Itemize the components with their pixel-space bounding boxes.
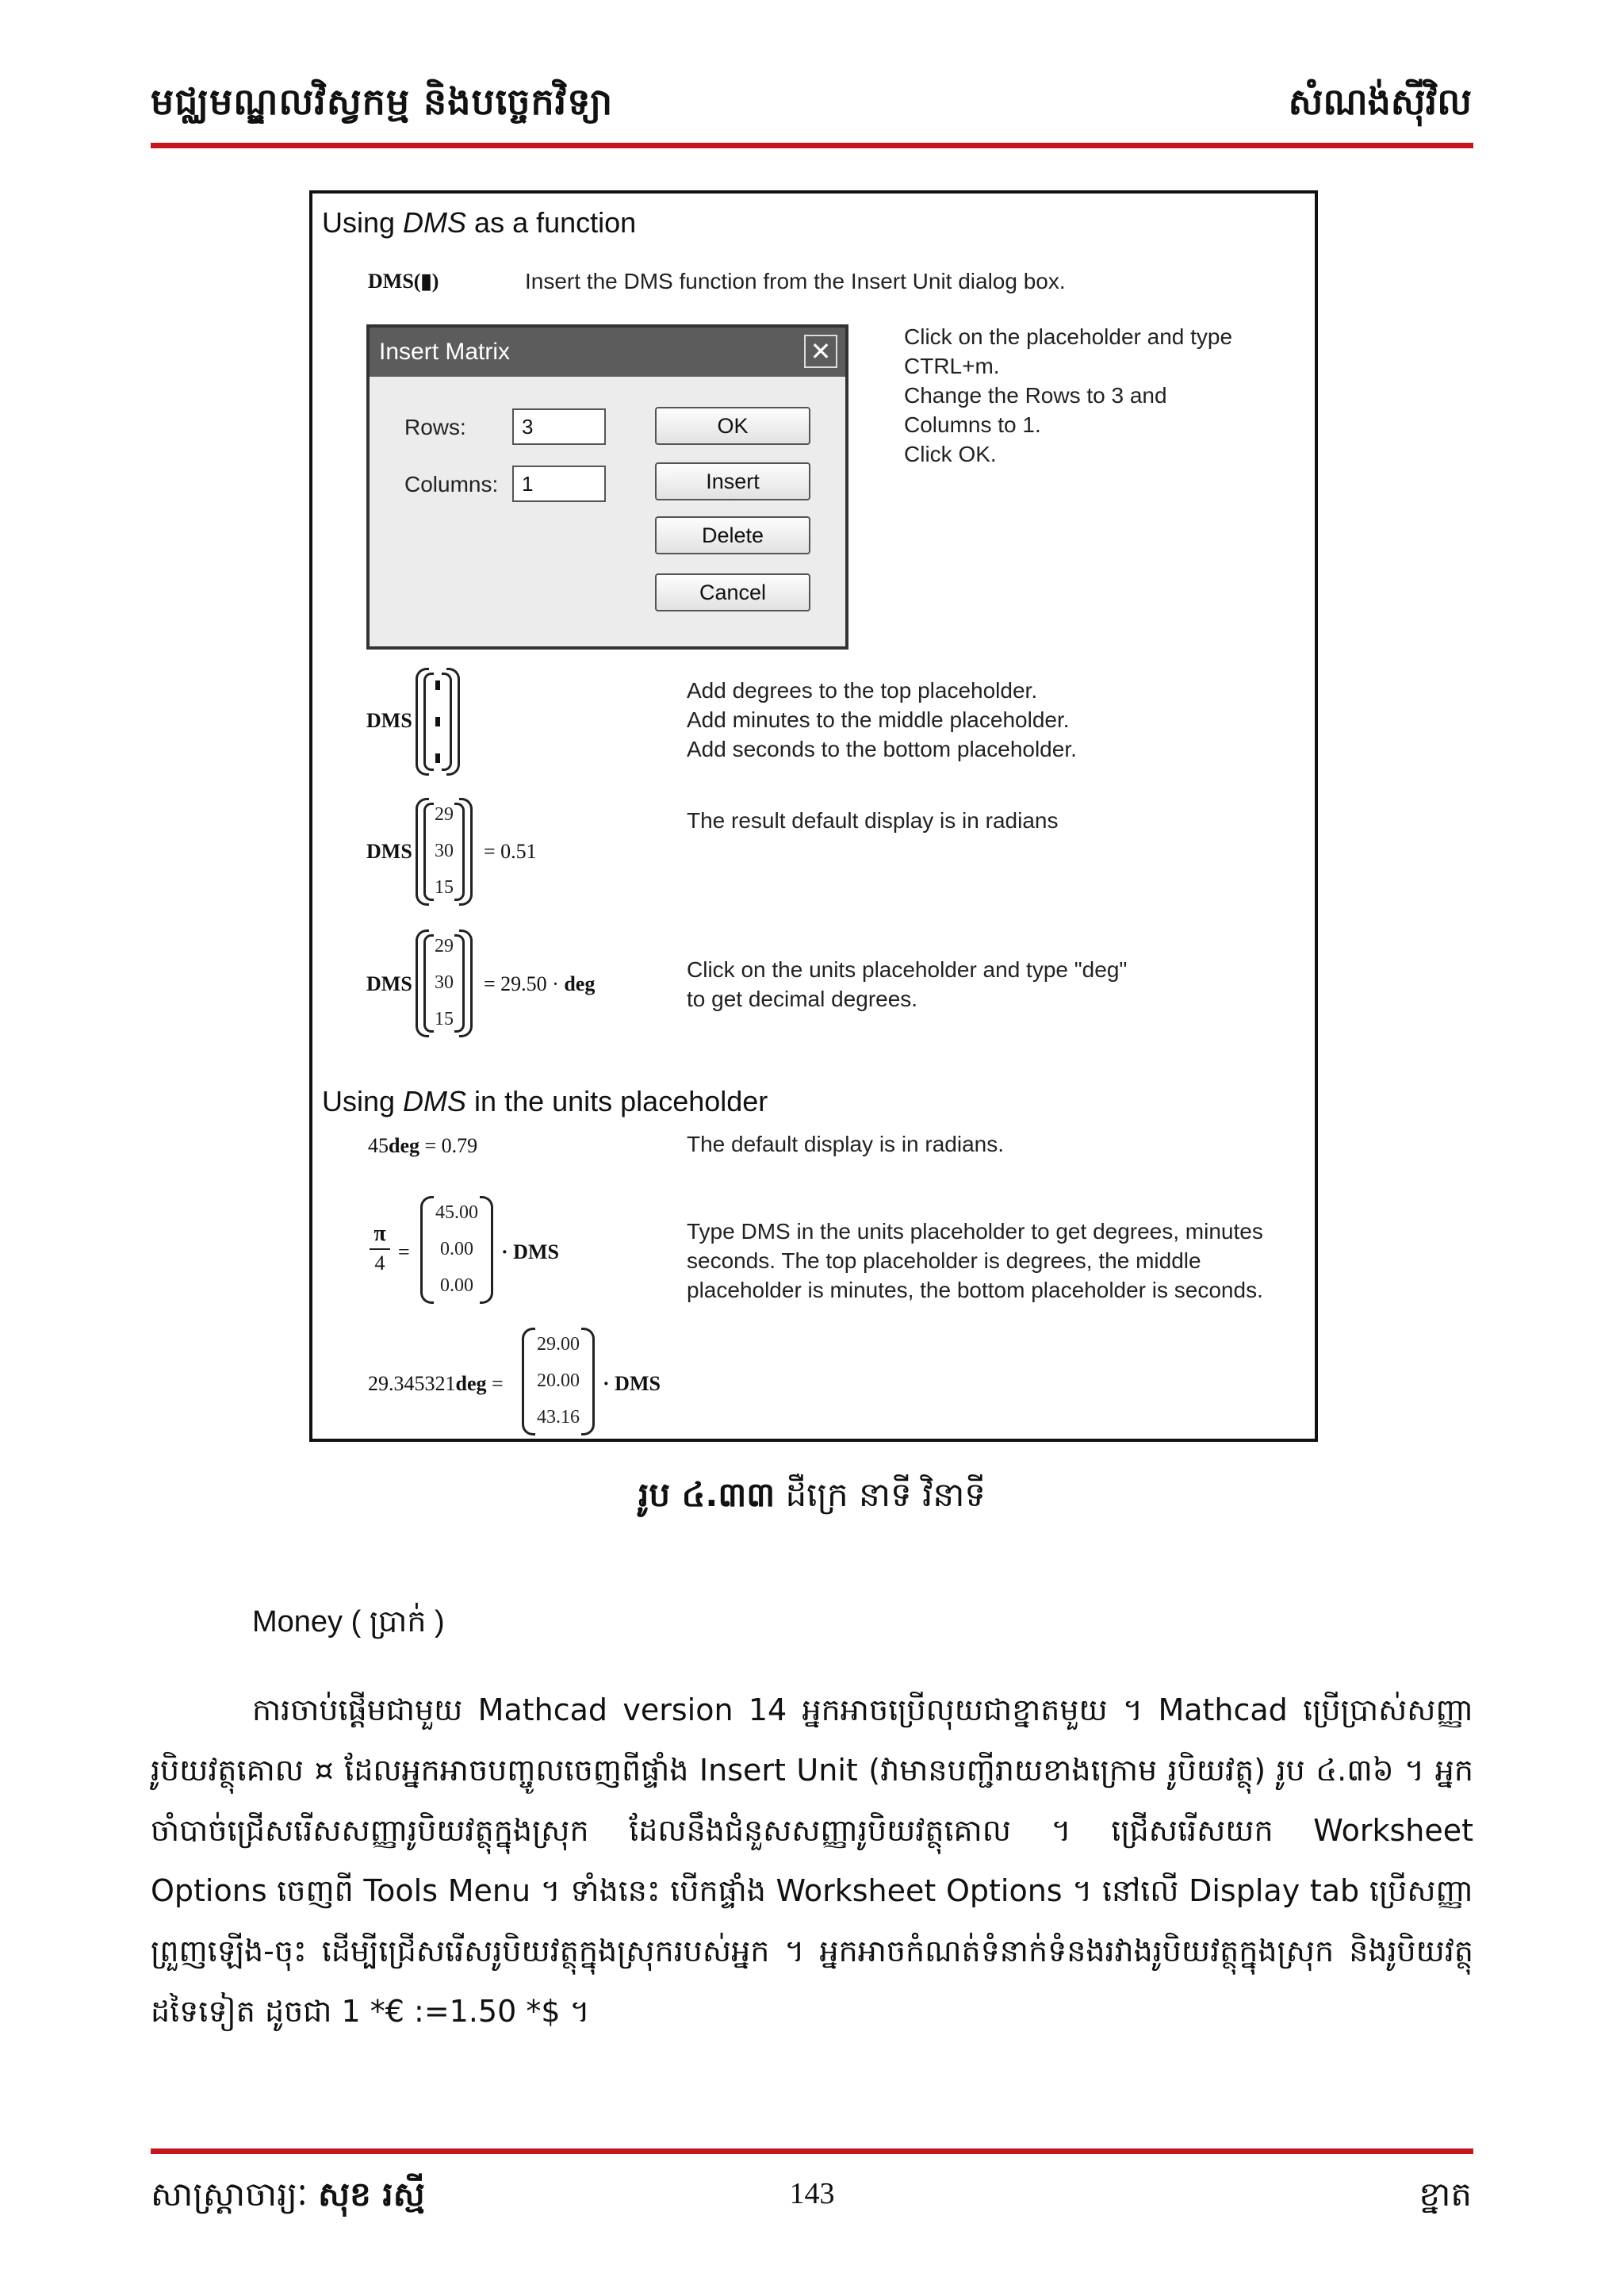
dms-label-1: DMS xyxy=(366,709,412,732)
header-title: មជ្ឈមណ្ឌលវិស្វកម្ម និងបច្ចេកវិទ្យា xyxy=(151,80,614,123)
placeholder-bottom[interactable] xyxy=(435,753,440,763)
columns-input[interactable]: 1 xyxy=(512,466,606,502)
vector-cell: 0.00 xyxy=(440,1239,473,1259)
header-rule xyxy=(151,143,1473,148)
dms-vector-4 xyxy=(522,1328,595,1435)
vector-cell: 30 xyxy=(435,972,454,993)
section-title-money: Money ( ប្រាក់ ) xyxy=(252,1605,445,1639)
section-heading-function: Using DMS as a function xyxy=(322,206,637,239)
pi-fraction: π 4 xyxy=(370,1221,390,1275)
last-expression: 29.345321deg = xyxy=(368,1372,504,1395)
cancel-button[interactable]: Cancel xyxy=(655,573,810,611)
dms-label-3: DMS xyxy=(366,972,412,995)
pi-equals: = xyxy=(398,1240,410,1263)
dialog-description: Click on the placeholder and type CTRL+m. Change the Rows to 3 and Columns to 1. Click OK. xyxy=(904,324,1233,466)
page-number: 143 xyxy=(789,2177,835,2210)
rows-input[interactable]: 3 xyxy=(512,408,606,445)
vector-cell: 15 xyxy=(435,1009,454,1029)
dms-vector-3 xyxy=(420,1196,493,1304)
rows-label: Rows: xyxy=(404,415,466,439)
vector-cell: 20.00 xyxy=(537,1370,580,1391)
insert-matrix-dialog xyxy=(366,324,848,650)
degrees-result-description: Click on the units placeholder and type "deg" to get decimal degrees. xyxy=(687,957,1128,1011)
dms-vector-1 xyxy=(416,798,473,906)
header-subject: សំណង់ស៊ីវិល xyxy=(1288,80,1472,123)
delete-button[interactable]: Delete xyxy=(655,516,810,554)
dms-unit-1: · DMS xyxy=(501,1240,559,1263)
pi-description: Type DMS in the units placeholder to get degrees, minutes seconds. The top placeholder is degrees, the middle placeholder is minutes, the bottom placeholder is seconds. xyxy=(687,1219,1263,1302)
vector-cell: 29 xyxy=(435,804,454,825)
placeholder-middle[interactable] xyxy=(435,717,440,726)
footer-author: សាស្ត្រាចារ្យៈ សុខ រស្មី xyxy=(151,2175,425,2214)
vector-cell: 30 xyxy=(435,841,454,861)
dialog-title: Insert Matrix xyxy=(370,328,845,377)
vector-cell: 45.00 xyxy=(435,1202,478,1223)
figure-caption: រូប ៤.៣៣ ដឺក្រេ នាទី វិនាទី xyxy=(638,1475,986,1514)
placeholder-description: Add degrees to the top placeholder. Add minutes to the middle placeholder. Add seconds to the bottom placeholder. xyxy=(687,678,1077,761)
ok-button[interactable]: OK xyxy=(655,407,810,445)
vector-cell: 15 xyxy=(435,877,454,898)
placeholder-top[interactable] xyxy=(435,680,440,690)
insert-button[interactable]: Insert xyxy=(655,462,810,500)
radians-result-description: The result default display is in radians xyxy=(687,808,1059,833)
vector-cell: 0.00 xyxy=(440,1275,473,1296)
figure-frame xyxy=(309,190,1318,1442)
deg-expression-description: The default display is in radians. xyxy=(687,1132,1004,1156)
dms-call: DMS(▮) xyxy=(368,270,439,293)
placeholder-vector xyxy=(416,668,460,776)
deg-expression: 45deg = 0.79 xyxy=(368,1134,478,1157)
dms-vector-2 xyxy=(416,930,473,1037)
vector-cell: 43.16 xyxy=(537,1407,580,1428)
footer-rule xyxy=(151,2148,1473,2154)
section-heading-units: Using DMS in the units placeholder xyxy=(322,1085,768,1117)
columns-label: Columns: xyxy=(404,472,499,496)
body-paragraph: ការចាប់ផ្ដើមជាមួយ Mathcad version 14 អ្នកអាចប្រើលុយជាខ្នាតមួយ ។ Mathcad ប្រើប្រាស់សញ្ញារូបិយវត្ថុគោល ¤ ដែលអ្នកអាចបញ្ចូលចេញពីផ្ទាំង Insert Unit (វាមានបញ្ជីរាយខាងក្រោម រូបិយវត្ថុ) រូប ៤.៣៦ ។ អ្នកចាំបាច់ជ្រើសរើសសញ្ញារូបិយវត្ថុក្នុងស្រុក ដែលនឹងជំនួសសញ្ញារូបិយវត្ថុគោល ។ ជ្រើសរើសយក Worksheet Options ចេញពី Tools Menu ។ ទាំងនេះ បើកផ្ទាំង Worksheet Options ។ នៅលើ Display tab ប្រើសញ្ញាព្រួញឡើង-ចុះ ដើម្បីជ្រើសរើសរូបិយវត្ថុក្នុងស្រុករបស់អ្នក ។ អ្នកអាចកំណត់ទំនាក់ទំនងរវាងរូបិយវត្ថុក្នុងស្រុក និងរូបិយវត្ថុដទៃទៀត ដូចជា 1 *€ :=1.50 *$ ។ xyxy=(151,1692,1473,2029)
radians-result: = 0.51 xyxy=(484,840,537,863)
dms-label-2: DMS xyxy=(366,840,412,863)
vector-cell: 29.00 xyxy=(537,1334,580,1355)
vector-cell: 29 xyxy=(435,936,454,956)
footer-right: ខ្នាត xyxy=(1419,2175,1472,2214)
dms-unit-2: · DMS xyxy=(603,1372,661,1395)
degrees-result: = 29.50 · deg xyxy=(484,972,596,995)
dms-call-description: Insert the DMS function from the Insert Unit dialog box. xyxy=(525,269,1066,293)
close-icon[interactable]: ✕ xyxy=(804,335,837,368)
